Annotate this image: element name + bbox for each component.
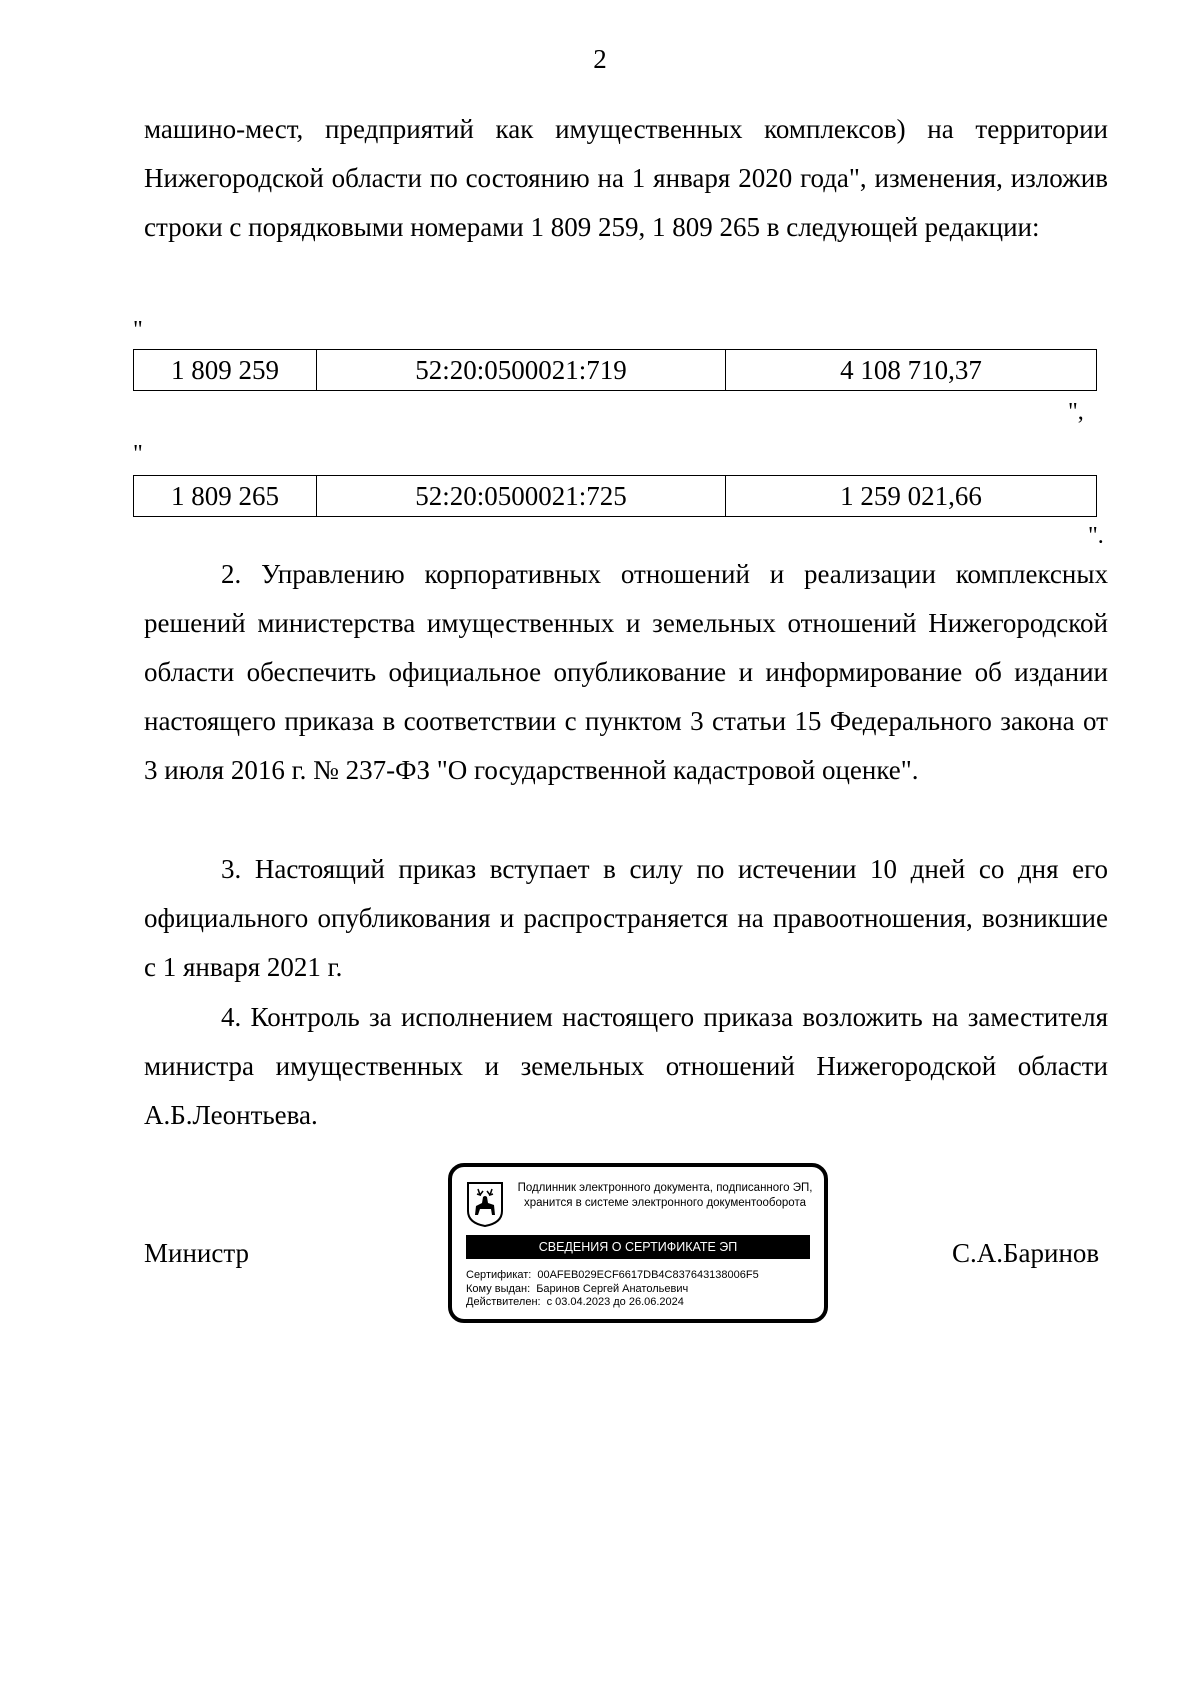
issued-to-value: Баринов Сергей Анатольевич — [536, 1282, 689, 1295]
signature-position: Министр — [144, 1238, 249, 1268]
row-value: 4 108 710,37 — [726, 350, 1097, 391]
electronic-signature-stamp — [448, 1163, 828, 1323]
quote-open-2: " — [133, 441, 143, 467]
row-cadastral: 52:20:0500021:719 — [317, 350, 726, 391]
stamp-certificate-bar: СВЕДЕНИЯ О СЕРТИФИКАТЕ ЭП — [466, 1235, 810, 1259]
row-number: 1 809 259 — [134, 350, 317, 391]
paragraph-4: 4. Контроль за исполнением настоящего приказа возложить на заместителя министра имущественных и земельных отношений Нижегородской области А.Б.Леонтьева. — [144, 1002, 1108, 1130]
paragraph-3: 3. Настоящий приказ вступает в силу по истечении 10 дней со дня его официального опубликования и распространяется на правоотношения, возникшие с 1 января 2021 г. — [144, 854, 1108, 982]
stamp-certificate-line — [466, 1269, 816, 1283]
stamp-header-line-1: Подлинник электронного документа, подписанного ЭП, — [517, 1182, 813, 1194]
deer-emblem-icon — [466, 1181, 504, 1227]
row-number: 1 809 265 — [134, 476, 317, 517]
row-value: 1 259 021,66 — [726, 476, 1097, 517]
stamp-header-line-2: хранится в системе электронного документооборота — [524, 1197, 806, 1209]
value-row-2 — [133, 475, 1097, 517]
stamp-valid-line — [466, 1296, 816, 1310]
quote-close-1: ", — [1068, 399, 1084, 425]
valid-label: Действителен: — [466, 1296, 541, 1308]
valid-value: с 03.04.2023 до 26.06.2024 — [546, 1296, 684, 1308]
issued-to-label: Кому выдан: — [466, 1282, 531, 1295]
certificate-label: Сертификат: — [466, 1269, 532, 1281]
stamp-issued-line — [466, 1283, 816, 1297]
paragraph-2: 2. Управлению корпоративных отношений и реализации комплексных решений министерства имущественных и земельных отношений Нижегородской области обеспечить официальное опубликование и информирование об издании настоящего приказа в соответствии с пунктом 3 статьи 15 Федерального закона от 3 июля 2016 г. № 237-ФЗ "О государственной кадастровой оценке". — [144, 559, 1108, 785]
quote-close-2: ". — [1088, 523, 1104, 549]
page-number: 2 — [593, 44, 607, 74]
row-cadastral: 52:20:0500021:725 — [317, 476, 726, 517]
signature-name: С.А.Баринов — [952, 1238, 1100, 1268]
stamp-header — [510, 1181, 820, 1211]
certificate-value: 00AFEB029ECF6617DB4C837643138006F5 — [537, 1269, 759, 1281]
value-row-1 — [133, 349, 1097, 391]
stamp-details — [466, 1269, 816, 1310]
intro-paragraph: машино-мест, предприятий как имущественных комплексов) на территории Нижегородской области по состоянию на 1 января 2020 года", изменения, изложив строки с порядковыми номерами 1 809 259, 1 809 265 в следующей редакции: — [144, 114, 1108, 242]
quote-open-1: " — [133, 317, 143, 343]
